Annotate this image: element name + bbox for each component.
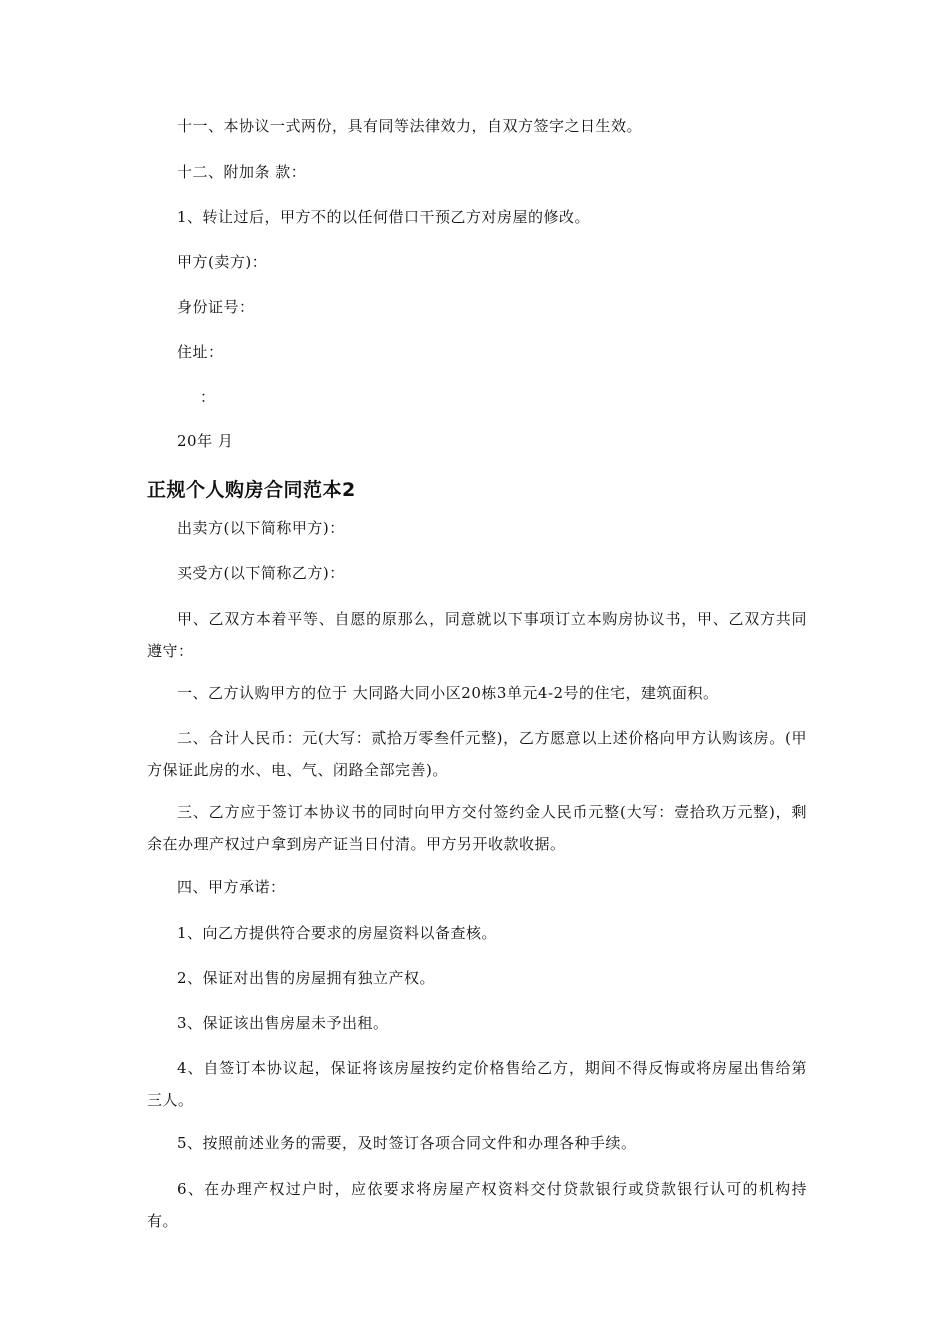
promise-item-4: 4、自签订本协议起，保证将该房屋按约定价格售给乙方，期间不得反悔或将房屋出售给第三人。 (147, 1059, 807, 1109)
party-a-label: 甲方(卖方)： (177, 253, 268, 271)
clause-twelve-item-1: 1、转让过后，甲方不的以任何借口干预乙方对房屋的修改。 (177, 208, 591, 226)
promise-item-6: 6、在办理产权过户时，应依要求将房屋产权资料交付贷款银行或贷款银行认可的机构持有。 (147, 1180, 807, 1230)
id-number-label: 身份证号： (177, 298, 255, 316)
blank-colon-line: ： (200, 388, 216, 406)
clause-four-heading: 四、甲方承诺： (177, 878, 286, 896)
seller-line: 出卖方(以下简称甲方)： (177, 519, 345, 537)
clause-eleven: 十一、本协议一式两份，具有同等法律效力，自双方签字之日生效。 (177, 117, 643, 135)
promise-item-1: 1、向乙方提供符合要求的房屋资料以备查核。 (177, 924, 498, 942)
clause-one: 一、乙方认购甲方的位于 大同路大同小区20栋3单元4-2号的住宅，建筑面积。 (177, 684, 719, 702)
intro-paragraph: 甲、乙双方本着平等、自愿的原那么，同意就以下事项订立本购房协议书，甲、乙双方共同遵守： (147, 610, 807, 660)
promise-item-3: 3、保证该出售房屋未予出租。 (177, 1014, 389, 1032)
clause-twelve-heading: 十二、附加条 款： (177, 163, 307, 181)
promise-item-5: 5、按照前述业务的需要，及时签订各项合同文件和办理各种手续。 (177, 1134, 637, 1152)
buyer-line: 买受方(以下简称乙方)： (177, 564, 345, 582)
clause-two: 二、合计人民币：元(大写：贰拾万零叁仟元整)，乙方愿意以上述价格向甲方认购该房。(甲方保证此房的水、电、气、闭路全部完善)。 (147, 729, 807, 779)
address-label: 住址： (177, 343, 224, 361)
date-line: 20年 月 (177, 432, 234, 450)
section-title: 正规个人购房合同范本2 (147, 479, 356, 501)
clause-three: 三、乙方应于签订本协议书的同时向甲方交付签约金人民币元整(大写：壹拾玖万元整)，剩余在办理产权过户拿到房产证当日付清。甲方另开收款收据。 (147, 803, 807, 853)
promise-item-2: 2、保证对出售的房屋拥有独立产权。 (177, 969, 436, 987)
